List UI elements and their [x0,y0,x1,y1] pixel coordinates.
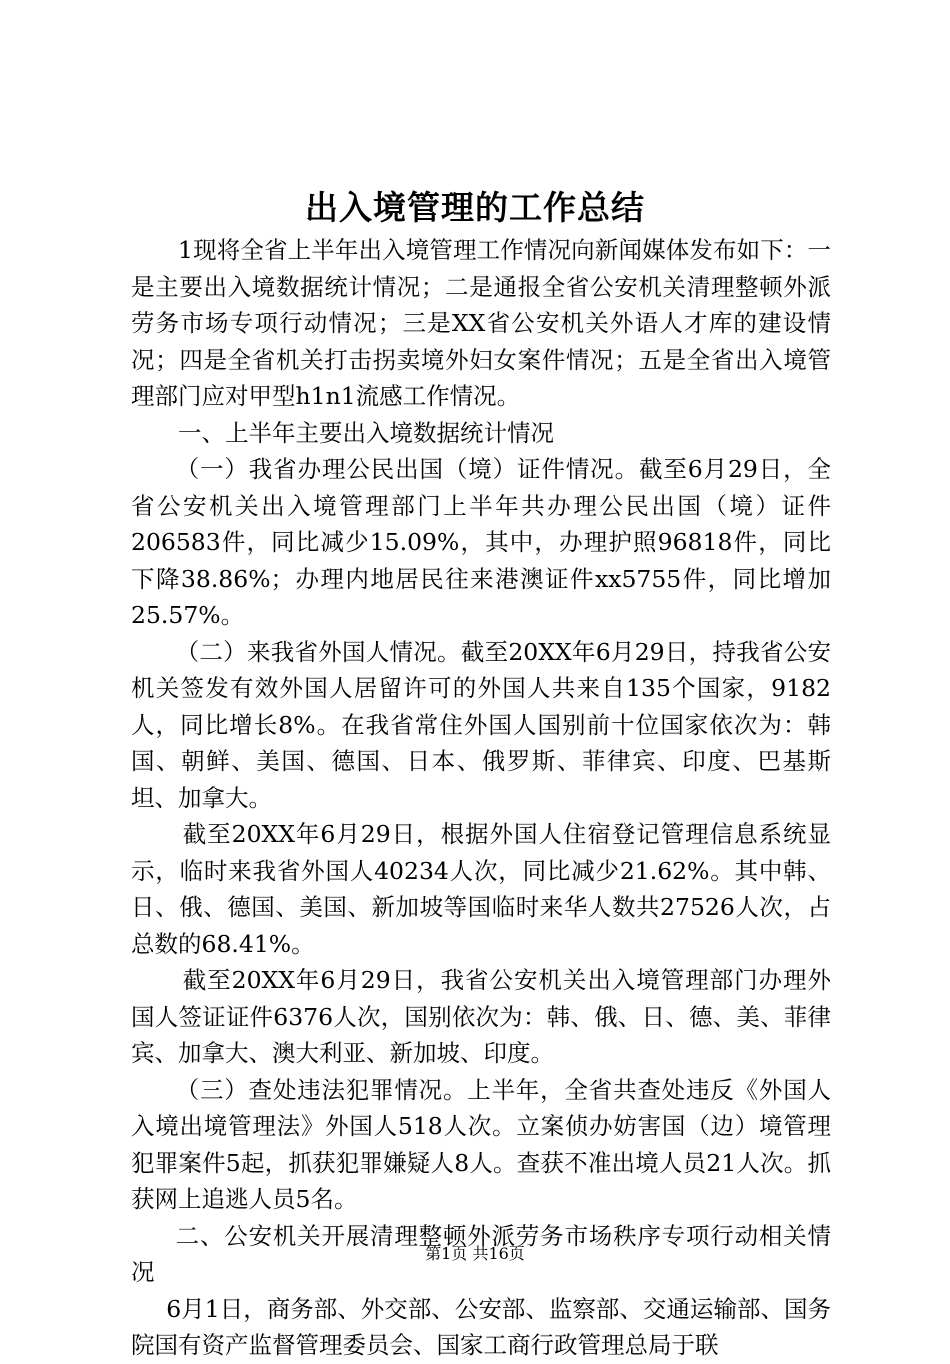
paragraph-temporary-visitors: 截至20XX年6月29日，根据外国人住宿登记管理信息系统显示，临时来我省外国人40234人次，同比减少21.62%。其中韩、日、俄、德国、美国、新加坡等国临时来华人数共27526人次，占总数的68.41%。 [131,820,831,958]
document-title: 出入境管理的工作总结 [305,188,645,227]
heading-section-2: 二、公安机关开展清理整顿外派劳务市场秩序专项行动相关情况 [131,1221,831,1286]
paragraph-june-action: 6月1日，商务部、外交部、公安部、监察部、交通运输部、国务院国有资产监督管理委员会、国家工商行政管理总局于联 [131,1294,831,1359]
heading-section-1: 一、上半年主要出入境数据统计情况 [178,418,554,447]
paragraph-intro: 1现将全省上半年出入境管理工作情况向新闻媒体发布如下：一是主要出入境数据统计情况；二是通报全省公安机关清理整顿外派劳务市场专项行动情况；三是XX省公安机关外语人才库的建设情况；四是全省机关打击拐卖境外妇女案件情况；五是全省出入境管理部门应对甲型h1n1流感工作情况。 [131,236,831,410]
page-number-footer: 第1页 共16页 [425,1244,525,1263]
document-body [131,232,831,1364]
paragraph-visa-stats: 截至20XX年6月29日，我省公安机关出入境管理部门办理外国人签证证件6376人次，国别依次为：韩、俄、日、德、美、菲律宾、加拿大、澳大利亚、新加坡、印度。 [131,966,831,1067]
paragraph-law-enforcement: （三）查处违法犯罪情况。上半年，全省共查处违反《外国人入境出境管理法》外国人518人次。立案侦办妨害国（边）境管理犯罪案件5起，抓获犯罪嫌疑人8人。查获不准出境人员21人次。抓获网上追逃人员5名。 [131,1075,831,1213]
paragraph-passport-stats: （一）我省办理公民出国（境）证件情况。截至6月29日，全省公安机关出入境管理部门上半年共办理公民出国（境）证件206583件，同比减少15.09%，其中，办理护照96818件，同比下降38.86%；办理内地居民往来港澳证件xx5755件，同比增加25.57%。 [131,455,831,629]
paragraph-foreigner-stats: （二）来我省外国人情况。截至20XX年6月29日，持我省公安机关签发有效外国人居留许可的外国人共来自135个国家，9182人，同比增长8%。在我省常住外国人国别前十位国家依次为：韩国、朝鲜、美国、德国、日本、俄罗斯、菲律宾、印度、巴基斯坦、加拿大。 [131,637,831,812]
